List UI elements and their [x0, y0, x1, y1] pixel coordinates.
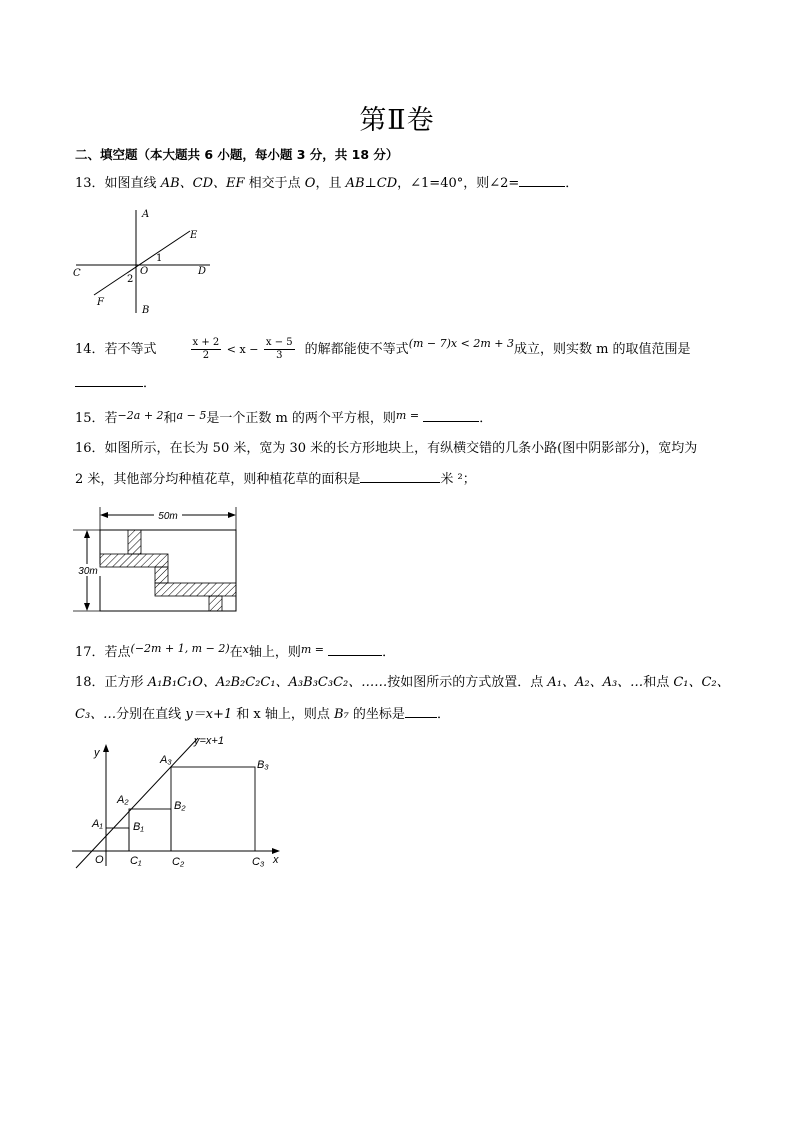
origin-label: O: [95, 854, 104, 866]
square-1: [106, 828, 129, 851]
q13-perp: AB⊥CD: [345, 176, 398, 191]
fraction-denominator: 2: [202, 350, 210, 361]
line-ef: [94, 231, 190, 295]
q15-expr-2: a − 5: [176, 409, 207, 422]
q13-text: 相交于点: [244, 176, 305, 191]
q17-m-equals: m =: [300, 643, 325, 656]
angle-2-label: 2: [127, 274, 134, 285]
question-17: [75, 640, 395, 662]
question-14: [75, 328, 691, 366]
q14-fraction-1: [191, 337, 222, 362]
question-18: [75, 674, 730, 692]
label-a2: A₂: [117, 794, 129, 806]
q18-text: ．: [436, 707, 450, 722]
question-16: [75, 440, 697, 458]
q15-text: ．: [479, 411, 493, 426]
q13-text: 13．如图直线: [75, 176, 161, 191]
label-c3: C₃: [252, 856, 265, 868]
height-label: 30m: [78, 566, 98, 577]
q16-text: 16．如图所示，在长为 50 米，宽为 30 米的长方形地块上，有纵横交错的几条小路(图中阴影部分)，宽均为: [75, 441, 698, 456]
q17-text: 在: [229, 645, 243, 660]
q13-lines: AB、CD、EF: [160, 176, 245, 191]
q14-text: ．: [143, 376, 157, 391]
label-c: C: [73, 268, 81, 279]
q14-answer-blank[interactable]: [75, 374, 143, 387]
q17-x: x: [242, 643, 249, 656]
q14-text: 成立，则实数 m 的取值范围是: [513, 342, 691, 357]
q15-text: 是一个正数 m 的两个平方根，则: [206, 411, 396, 426]
q18-points-c: C₁、C₂、: [673, 675, 730, 690]
q13-text: ．: [565, 176, 579, 191]
q14-text: 14．若不等式: [75, 342, 157, 357]
q14-inequality-mid: < x −: [223, 343, 262, 356]
y-axis-label: y: [94, 747, 100, 759]
q16-text: 米 ²；: [440, 472, 476, 487]
label-c1: C₁: [130, 855, 142, 867]
q18-line-eq: y＝x+1: [185, 707, 233, 722]
x-axis-label: x: [273, 854, 279, 866]
label-b3: B₃: [257, 759, 269, 771]
question-14-cont: [75, 374, 156, 393]
q13-text: ，且: [315, 176, 346, 191]
label-e: E: [190, 230, 198, 241]
label-o: O: [140, 266, 149, 277]
q18-text: 分别在直线: [116, 707, 186, 722]
q18-text: 的坐标是: [348, 707, 405, 722]
question-16-cont: [75, 470, 476, 489]
question-18-cont: [75, 705, 450, 724]
width-label: 50m: [158, 511, 178, 522]
label-b: B: [142, 305, 150, 316]
q18-text: 18．正方形: [75, 675, 148, 690]
page-title: 第Ⅱ卷: [359, 105, 435, 136]
q16-figure: [70, 503, 242, 615]
q18-text: 按如图所示的方式放置．点: [387, 675, 548, 690]
label-a3: A₃: [160, 754, 172, 766]
label-b1: B₁: [133, 821, 144, 833]
q16-answer-blank[interactable]: [360, 470, 440, 483]
label-b2: B₂: [174, 800, 186, 812]
q17-text: 17．若点: [75, 645, 131, 660]
q18-figure: [68, 730, 288, 870]
q15-text: 和: [163, 411, 177, 426]
q17-text: 轴上，则: [248, 645, 301, 660]
q14-fraction-2: [264, 337, 295, 362]
q17-point: (−2m + 1, m − 2): [130, 642, 230, 655]
q18-point-b7: B₇: [334, 707, 349, 722]
q14-text: 的解都能使不等式: [304, 342, 409, 357]
q13-text: ，∠1=40°，则∠2=: [397, 176, 520, 191]
q13-figure: [70, 205, 220, 317]
label-d: D: [198, 266, 207, 277]
fraction-numerator: x − 5: [265, 337, 293, 348]
question-13: [75, 174, 578, 193]
question-15: [75, 407, 492, 428]
q17-text: ．: [382, 645, 396, 660]
q15-m-equals: m =: [395, 409, 420, 422]
q18-points-c: C₃、…: [75, 707, 117, 722]
q15-answer-blank[interactable]: [423, 409, 479, 422]
q13-answer-blank[interactable]: [519, 174, 565, 187]
angle-1-label: 1: [156, 253, 163, 264]
label-c2: C₂: [172, 856, 185, 868]
q18-squares: A₁B₁C₁O、A₂B₂C₂C₁、A₃B₃C₃C₂、……: [147, 675, 388, 690]
q18-points-a: A₁、A₂、A₃、…: [547, 675, 644, 690]
q15-expr-1: −2a + 2: [117, 409, 164, 422]
q14-inequality-2: (m − 7)x < 2m + 3: [408, 337, 514, 350]
q18-text: 和 x 轴上，则点: [232, 707, 335, 722]
fraction-numerator: x + 2: [192, 337, 220, 348]
section-header: 二、填空题（本大题共 6 小题，每小题 3 分，共 18 分）: [75, 147, 399, 162]
q13-point: O: [304, 176, 316, 191]
q16-text: 2 米，其他部分均种植花草，则种植花草的面积是: [75, 472, 361, 487]
fraction-denominator: 3: [276, 350, 283, 361]
label-a1: A₁: [92, 818, 103, 830]
q18-text: 和点: [643, 675, 674, 690]
q15-text: 15．若: [75, 411, 118, 426]
line-label: y=x+1: [194, 735, 224, 747]
q17-answer-blank[interactable]: [328, 643, 382, 656]
q18-answer-blank[interactable]: [405, 705, 437, 718]
label-f: F: [97, 297, 104, 308]
label-a: A: [142, 209, 150, 220]
